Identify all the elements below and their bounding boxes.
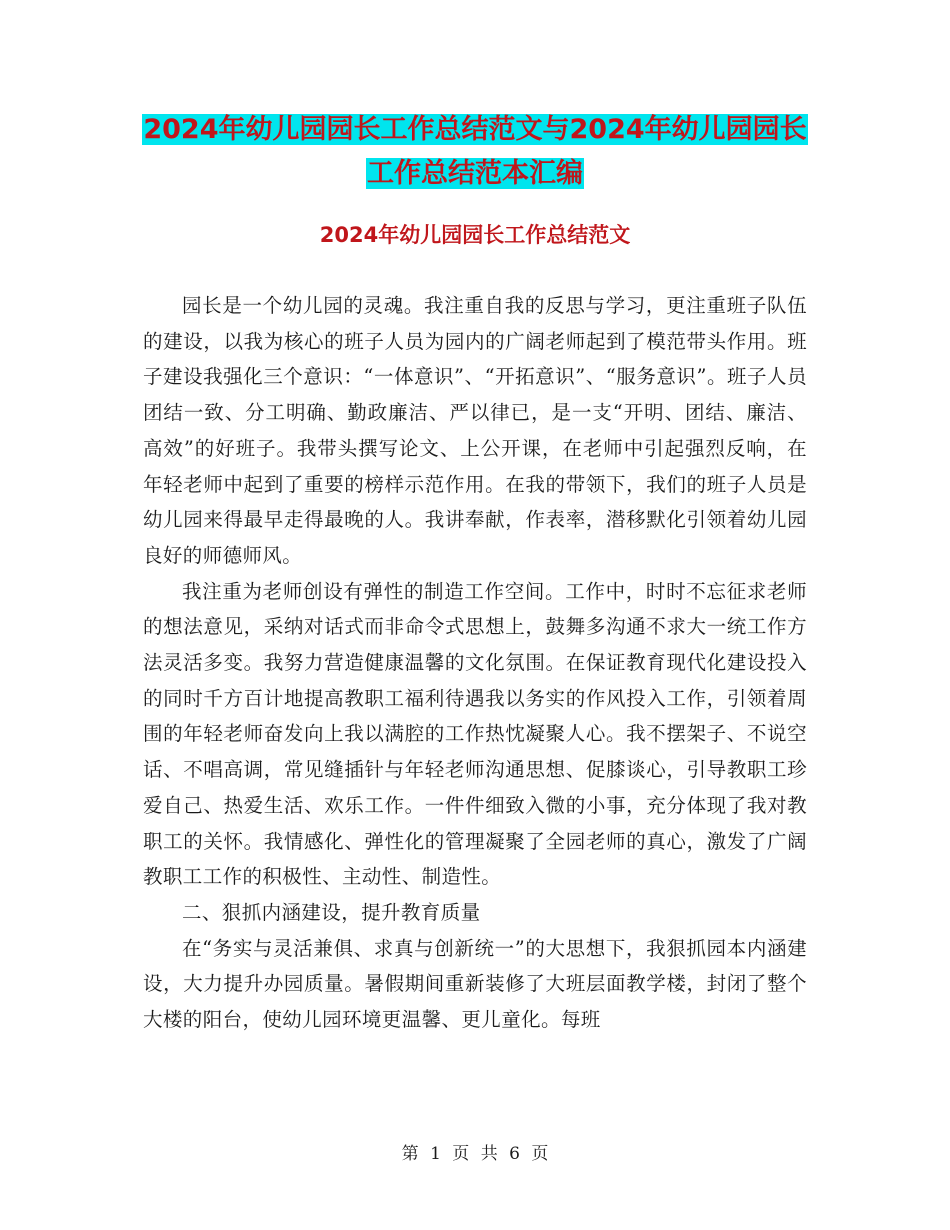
section-heading: 二、狠抓内涵建设，提升教育质量 bbox=[182, 900, 481, 924]
paragraph: 在“务实与灵活兼俱、求真与创新统一”的大思想下，我狠抓园本内涵建设，大力提升办园质量。暑假期间重新装修了大班层面教学楼，封闭了整个大楼的阳台，使幼儿园环境更温馨、更儿童化。每班 bbox=[143, 936, 807, 1032]
title-line-1: 2024年幼儿园园长工作总结范文与2024年幼儿园园长 bbox=[143, 114, 807, 145]
title-line-2: 工作总结范本汇编 bbox=[367, 158, 583, 189]
document-body bbox=[143, 288, 807, 1038]
paragraph: 我注重为老师创设有弹性的制造工作空间。工作中，时时不忘征求老师的想法意见，采纳对话式而非命令式思想上，鼓舞多沟通不求大一统工作方法灵活多变。我努力营造健康温馨的文化氛围。在保证教育现代化建设投入的同时千方百计地提高教职工福利待遇我以务实的作风投入工作，引领着周围的年轻老师奋发向上我以满腔的工作热忱凝聚人心。我不摆架子、不说空话、不唱高调，常见缝插针与年轻老师沟通思想、促膝谈心，引导教职工珍爱自己、热爱生活、欢乐工作。一件件细致入微的小事，充分体现了我对教职工的关怀。我情感化、弹性化的管理凝聚了全园老师的真心，激发了广阔教职工工作的积极性、主动性、制造性。 bbox=[143, 579, 807, 889]
section-subtitle: 2024年幼儿园园长工作总结范文 bbox=[319, 223, 631, 247]
page-number-footer: 第 1 页 共 6 页 bbox=[401, 1144, 549, 1164]
document-title bbox=[0, 108, 950, 196]
paragraph: 园长是一个幼儿园的灵魂。我注重自我的反思与学习，更注重班子队伍的建设，以我为核心的班子人员为园内的广阔老师起到了模范带头作用。班子建设我强化三个意识：“一体意识”、“开拓意识”、“服务意识”。班子人员团结一致、分工明确、勤政廉洁、严以律已，是一支“开明、团结、廉洁、高效”的好班子。我带头撰写论文、上公开课，在老师中引起强烈反响，在年轻老师中起到了重要的榜样示范作用。在我的带领下，我们的班子人员是幼儿园来得最早走得最晚的人。我讲奉献，作表率，潜移默化引领着幼儿园良好的师德师风。 bbox=[143, 294, 807, 567]
